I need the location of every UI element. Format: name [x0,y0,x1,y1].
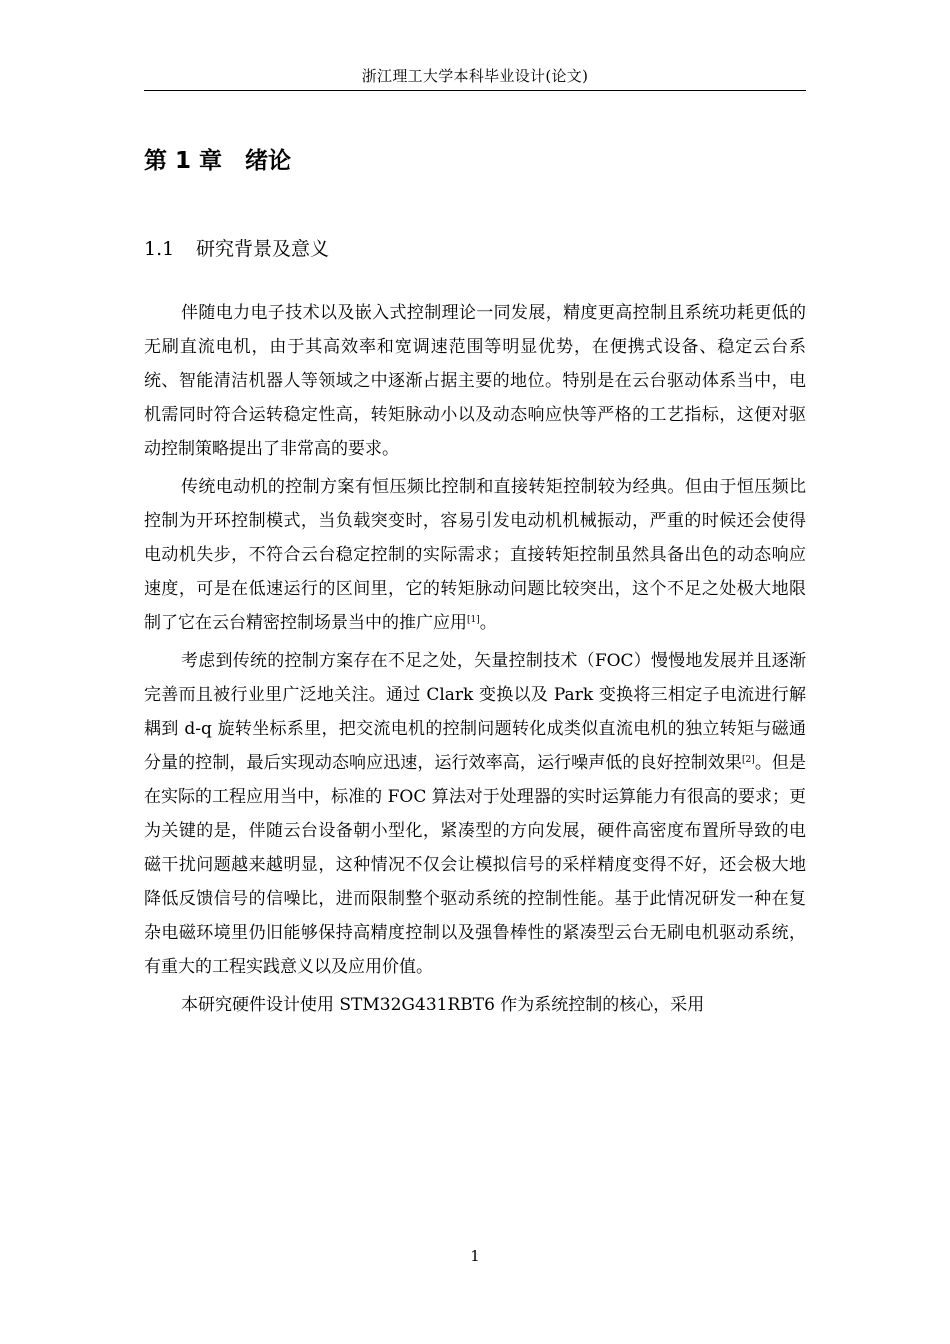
page-number: 1 [470,1247,480,1265]
section-number: 1.1 [144,238,175,260]
chapter-title: 第 1 章 绪论 [144,148,292,174]
paragraph-4 [144,988,806,1022]
paragraph-2-tail: 。 [479,613,497,633]
body-text [144,296,806,1022]
paragraph-2-text: 传统电动机的控制方案有恒压频比控制和直接转矩控制较为经典。但由于恒压频比控制为开环控制模式，当负载突变时，容易引发电动机机械振动，严重的时候还会使得电动机失步，不符合云台稳定控制的实际需求；直接转矩控制虽然具备出色的动态响应速度，可是在低速运行的区间里，它的转矩脉动问题比较突出，这个不足之处极大地限制了它在云台精密控制场景当中的推广应用 [144,477,806,633]
section-heading [144,234,329,264]
citation-1[interactable]: [1] [467,615,480,625]
paragraph-3 [144,644,806,984]
paragraph-4-text: 本研究硬件设计使用 STM32G431RBT6 作为系统控制的核心，采用 [181,995,705,1015]
paragraph-3-text: 考虑到传统的控制方案存在不足之处，矢量控制技术（FOC）慢慢地发展并且逐渐完善而且被行业里广泛地关注。通过 Clark 变换以及 Park 变换将三相定子电流进行解耦到 d-q 旋转坐标系里，把交流电机的控制问题转化成类似直流电机的独立转矩与磁通分量的控制，最后实现动态响应迅速，运行效率高，运行噪声低的良好控制效果 [144,651,806,773]
section-title: 研究背景及意义 [196,238,330,260]
paragraph-1-text: 伴随电力电子技术以及嵌入式控制理论一同发展，精度更高控制且系统功耗更低的无刷直流电机，由于其高效率和宽调速范围等明显优势，在便携式设备、稳定云台系统、智能清洁机器人等领域之中逐渐占据主要的地位。特别是在云台驱动体系当中，电机需同时符合运转稳定性高，转矩脉动小以及动态响应快等严格的工艺指标，这便对驱动控制策略提出了非常高的要求。 [144,303,806,459]
paragraph-1 [144,296,806,466]
paragraph-3-tail: 。但是在实际的工程应用当中，标准的 FOC 算法对于处理器的实时运算能力有很高的要求；更为关键的是，伴随云台设备朝小型化，紧凑型的方向发展，硬件高密度布置所导致的电磁干扰问题越来越明显，这种情况不仅会让模拟信号的采样精度变得不好，还会极大地降低反馈信号的信噪比，进而限制整个驱动系统的控制性能。基于此情况研发一种在复杂电磁环境里仍旧能够保持高精度控制以及强鲁棒性的紧凑型云台无刷电机驱动系统，有重大的工程实践意义以及应用价值。 [144,753,807,977]
citation-2[interactable]: [2] [742,755,755,765]
header-rule [144,90,806,91]
paragraph-2 [144,470,806,640]
running-header: 浙江理工大学本科毕业设计(论文) [361,67,589,85]
